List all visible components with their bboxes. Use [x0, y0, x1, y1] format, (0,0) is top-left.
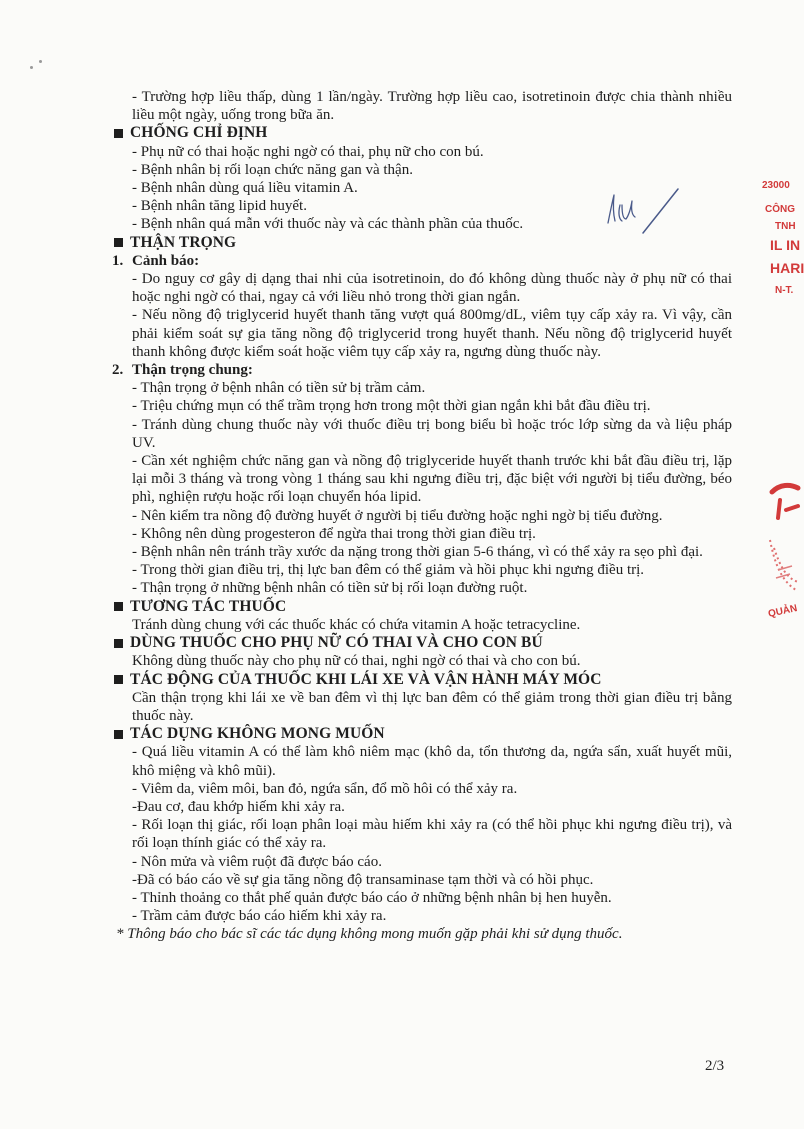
- precaution-item: - Thận trọng ở những bệnh nhân có tiền sử bị rối loạn đường ruột.: [132, 580, 528, 597]
- contraindication-item: - Phụ nữ có thai hoặc nghi ngờ có thai, phụ nữ cho con bú.: [132, 143, 484, 160]
- precaution-item: - Không nên dùng progesteron để ngừa thai trong thời gian điều trị.: [132, 525, 536, 542]
- precaution-item: - Nên kiểm tra nồng độ đường huyết ở người bị tiểu đường hoặc nghi ngờ bị tiểu đường.: [132, 507, 663, 524]
- contraindication-item: - Bệnh nhân bị rối loạn chức năng gan và thận.: [132, 161, 413, 178]
- precaution-item: - Bệnh nhân nên tránh trầy xước da nặng trong thời gian 5-6 tháng, vì có thể xảy ra sẹo phì đại.: [132, 544, 703, 561]
- warning-item: - Do nguy cơ gây dị dạng thai nhi của isotretinoin, do đó không dùng thuốc này ở phụ nữ có thai hoặc nghi ngờ có thai, ngay cả với liều nhỏ trong thời gian ngắn.: [132, 271, 732, 306]
- stamp-text: CÔNG: [765, 204, 795, 215]
- bullet-square-icon: [114, 129, 123, 138]
- bullet-square-icon: [114, 730, 123, 739]
- interactions-text: Tránh dùng chung với các thuốc khác có chứa vitamin A hoặc tetracycline.: [132, 616, 581, 633]
- interactions-heading: TƯƠNG TÁC THUỐC: [112, 598, 732, 616]
- precautions-heading: THẬN TRỌNG: [112, 234, 732, 252]
- stamp-text: 23000: [762, 180, 790, 191]
- contraindication-item: - Bệnh nhân tăng lipid huyết.: [132, 198, 307, 215]
- contraindication-item: - Bệnh nhân quá mẫn với thuốc này và các thành phần của thuốc.: [132, 216, 524, 233]
- side-effect-item: -Đã có báo cáo về sự gia tăng nồng độ transaminase tạm thời và có hồi phục.: [132, 871, 594, 888]
- precaution-item: - Triệu chứng mụn có thể trầm trọng hơn trong một thời gian ngắn khi bắt đầu điều trị.: [132, 398, 651, 415]
- precaution-item: - Cần xét nghiệm chức năng gan và nồng độ triglyceride huyết thanh trước khi bắt đầu điều trị, lặp lại mỗi 3 tháng và trong vòng 1 tháng sau khi ngưng điều trị, đặc biệt với người bị tiểu đường, béo phì, nghiện rượu hoặc rối loạn chuyển hóa lipid.: [132, 453, 732, 506]
- scan-speck: [30, 66, 33, 69]
- pregnancy-heading: DÙNG THUỐC CHO PHỤ NỮ CÓ THAI VÀ CHO CON BÚ: [112, 634, 732, 652]
- side-effect-item: - Quá liều vitamin A có thể làm khô niêm mạc (khô da, tổn thương da, ngứa sẩn, xuất huyết mũi, khô miệng và khô mũi).: [132, 744, 732, 779]
- precaution-item: - Thận trọng ở bệnh nhân có tiền sử bị trầm cảm.: [132, 380, 426, 397]
- driving-heading: TÁC ĐỘNG CỦA THUỐC KHI LÁI XE VÀ VẬN HÀNH MÁY MÓC: [112, 671, 732, 689]
- pregnancy-text: Không dùng thuốc này cho phụ nữ có thai, nghi ngờ có thai và cho con bú.: [132, 653, 581, 670]
- side-effects-note: * Thông báo cho bác sĩ các tác dụng không mong muốn gặp phải khi sử dụng thuốc.: [116, 926, 623, 943]
- driving-text: Cần thận trọng khi lái xe về ban đêm vì thị lực ban đêm có thể giảm trong thời gian điều trị bằng thuốc này.: [132, 689, 732, 724]
- precaution-item: - Tránh dùng chung thuốc này với thuốc điều trị bong biểu bì hoặc tróc lớp sừng da và liệu pháp UV.: [132, 416, 732, 451]
- stamp-text: N-T.: [775, 285, 794, 296]
- contraindication-item: - Bệnh nhân dùng quá liều vitamin A.: [132, 180, 358, 197]
- stamp-text: TNH: [775, 221, 796, 232]
- side-effect-item: - Viêm da, viêm môi, ban đỏ, ngứa sẩn, đổ mồ hôi có thể xảy ra.: [132, 780, 518, 797]
- side-effect-item: - Nôn mửa và viêm ruột đã được báo cáo.: [132, 853, 382, 870]
- stamp-text: HARI: [770, 260, 804, 276]
- precaution-item: - Trong thời gian điều trị, thị lực ban đêm có thể giảm và hồi phục khi ngưng điều trị.: [132, 562, 645, 579]
- warnings-subheading: 1. Cảnh báo:: [112, 252, 200, 269]
- warning-item: - Nếu nồng độ triglycerid huyết thanh tăng vượt quá 800mg/dL, viêm tụy cấp xảy ra. Vì vậy, cần phải kiểm soát sự gia tăng nồng độ triglycerid trong huyết thanh. Nếu nồng độ triglycerid huyết thanh không được kiểm soát hoặc viêm tụy cấp xảy ra, ngưng dùng thuốc này.: [132, 307, 732, 360]
- stamp-text: QUẢN: [767, 603, 799, 620]
- side-effect-item: -Đau cơ, đau khớp hiếm khi xảy ra.: [132, 798, 345, 815]
- bullet-square-icon: [114, 639, 123, 648]
- scan-speck: [39, 60, 42, 63]
- side-effect-item: - Thỉnh thoảng co thắt phế quản được báo cáo ở những bệnh nhân bị hen huyễn.: [132, 889, 612, 906]
- bullet-square-icon: [114, 602, 123, 611]
- stamp-text: IL IN: [770, 237, 801, 253]
- page-number: 2/3: [705, 1058, 725, 1074]
- side-effects-heading: TÁC DỤNG KHÔNG MONG MUỐN: [112, 725, 732, 743]
- bullet-square-icon: [114, 238, 123, 247]
- side-effect-item: - Trầm cảm được báo cáo hiếm khi xảy ra.: [132, 908, 387, 925]
- bullet-square-icon: [114, 675, 123, 684]
- side-effect-item: - Rối loạn thị giác, rối loạn phân loại màu hiếm khi xảy ra (có thể hồi phục khi ngưng điều trị), và rối loạn thính giác có thể xảy ra.: [132, 817, 732, 852]
- contraindications-heading: CHỐNG CHỈ ĐỊNH: [112, 124, 732, 142]
- general-precautions-subheading: 2. Thận trọng chung:: [112, 362, 253, 379]
- handwritten-signature: [598, 175, 693, 250]
- dosage-tail-line: - Trường hợp liều thấp, dùng 1 lần/ngày. Trường hợp liều cao, isotretinoin được chia thành nhiều liều một ngày, uống trong bữa ăn.: [132, 89, 732, 124]
